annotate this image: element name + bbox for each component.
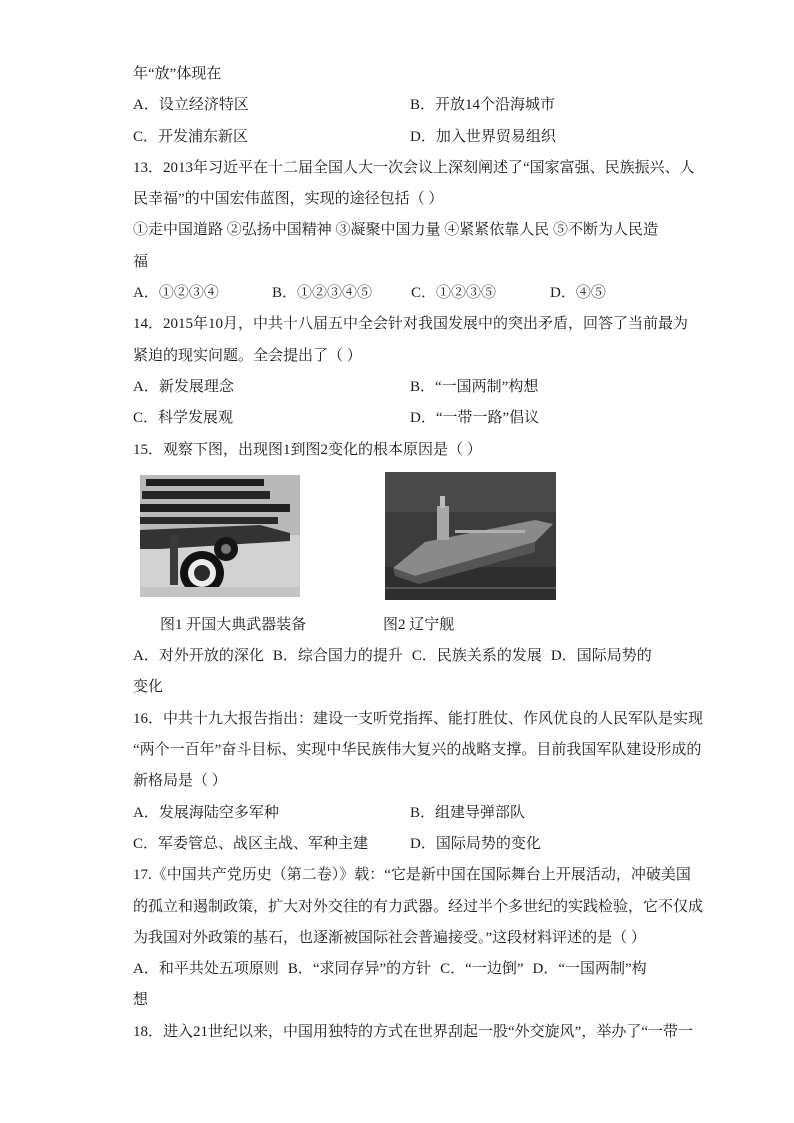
q13-option-a: A．①②③④ [133, 285, 219, 302]
q12-options [133, 90, 693, 153]
front-wheel-hub [194, 565, 210, 581]
q12-option-b: B．开放14个沿海城市 [410, 97, 556, 114]
q14-option-b: B．“一国两制”构想 [410, 378, 539, 395]
q17-options [133, 954, 663, 1017]
q15-stem: 15．观察下图，出现图1到图2变化的根本原因是（ ） [133, 441, 482, 458]
q16-stem-line: “两个一百年”奋斗目标、实现中华民族伟大复兴的战略支撑。目前我国军队建设形成的 [133, 742, 702, 759]
q18-stem-line: 18．进入21世纪以来，中国用独特的方式在世界刮起一股“外交旋风”，举办了“一带一 [133, 1023, 693, 1040]
rear-wheel-hub [221, 544, 231, 554]
q15-figures [133, 466, 693, 610]
gun-barrel-row [140, 517, 278, 524]
figure-2-liaoning-carrier-photo [385, 472, 556, 600]
gun-barrel-row [146, 479, 264, 486]
q12-option-a: A．设立经济特区 [133, 97, 249, 114]
q16-option-c: C．军委管总、战区主战、军种主建 [133, 835, 369, 852]
q17-option-c: C．“一边倒” [440, 961, 524, 978]
q13-items-line: 福 [133, 253, 149, 270]
q14-options [133, 372, 693, 435]
sky-area [385, 472, 556, 512]
q13-option-d: D．④⑤ [550, 285, 606, 302]
q12-option-d: D．加入世界贸易组织 [410, 128, 556, 145]
q15-option-b: B．综合国力的提升 [272, 648, 403, 665]
gun-barrel-row [140, 504, 290, 512]
q16-options [133, 798, 693, 861]
q15-option-a: A．对外开放的深化 [133, 648, 264, 665]
q16-option-d: D．国际局势的变化 [410, 835, 541, 852]
q15-option-d: D．国际局势的变化 [133, 648, 652, 696]
q13-option-b: B．①②③④⑤ [272, 285, 373, 302]
q14-option-c: C．科学发展观 [133, 410, 234, 427]
q13-stem-line: 民幸福”的中国宏伟蓝图，实现的途径包括（ ） [133, 191, 444, 208]
q12-option-c: C．开发浦东新区 [133, 128, 249, 145]
q16-option-b: B．组建导弹部队 [410, 804, 526, 821]
q16-stem-line: 新格局是（ ） [133, 773, 227, 790]
carriage-strut [170, 535, 178, 585]
q17-stem-line: 的孤立和遏制政策，扩大对外交往的有力武器。经过半个多世纪的实践检验，它不仅成 [133, 898, 704, 915]
q14-stem-line: 14．2015年10月，中共十八届五中全会针对我国发展中的突出矛盾，回答了当前最为 [133, 316, 689, 333]
gun-barrel-row [142, 491, 270, 499]
q17-option-b: B．“求同存异”的方针 [287, 961, 432, 978]
wave-streak [385, 587, 556, 589]
carrier-island [437, 506, 449, 540]
q16-option-a: A．发展海陆空多军种 [133, 804, 279, 821]
q13-option-c: C．①②③⑤ [411, 285, 497, 302]
q13-stem-line: 13．2013年习近平在十二届全国人大一次会议上深刻阐述了“国家富强、民族振兴、人 [133, 159, 695, 176]
photo-ground [140, 587, 300, 597]
q12-stem-tail: 年“放”体现在 [133, 66, 222, 82]
q17-stem-line: 为我国对外政策的基石，也逐渐被国际社会普遍接受。”这段材料评述的是（ ） [133, 929, 646, 946]
deck-marking [455, 530, 525, 533]
q17-option-d: D．“一国两制”构想 [133, 961, 647, 1009]
q14-option-d: D．“一带一路”倡议 [410, 410, 540, 427]
page-content [133, 59, 704, 1048]
carrier-mast [440, 496, 445, 508]
q17-stem-line: 17.《中国共产党历史（第二卷）》载：“它是新中国在国际舞台上开展活动，冲破美国 [133, 867, 691, 884]
q14-stem-line: 紧迫的现实问题。全会提出了（ ） [133, 347, 362, 364]
q15-option-c: C．民族关系的发展 [411, 648, 542, 665]
q14-option-a: A．新发展理念 [133, 378, 234, 395]
q13-options [133, 278, 693, 309]
q15-options [133, 641, 663, 704]
q15-caption-row [133, 610, 693, 641]
q17-option-a: A．和平共处五项原则 [133, 961, 279, 978]
figure-2-caption: 图2 辽宁舰 [383, 616, 455, 633]
q13-items-line: ①走中国道路 ②弘扬中国精神 ③凝聚中国力量 ④紧紧依靠人民 ⑤不断为人民造 [133, 222, 659, 239]
figure-1-caption: 图1 开国大典武器装备 [160, 616, 307, 633]
figure-1-weapons-photo [140, 475, 300, 597]
q16-stem-line: 16．中共十九大报告指出：建设一支听党指挥、能打胜仗、作风优良的人民军队是实现 [133, 710, 704, 727]
